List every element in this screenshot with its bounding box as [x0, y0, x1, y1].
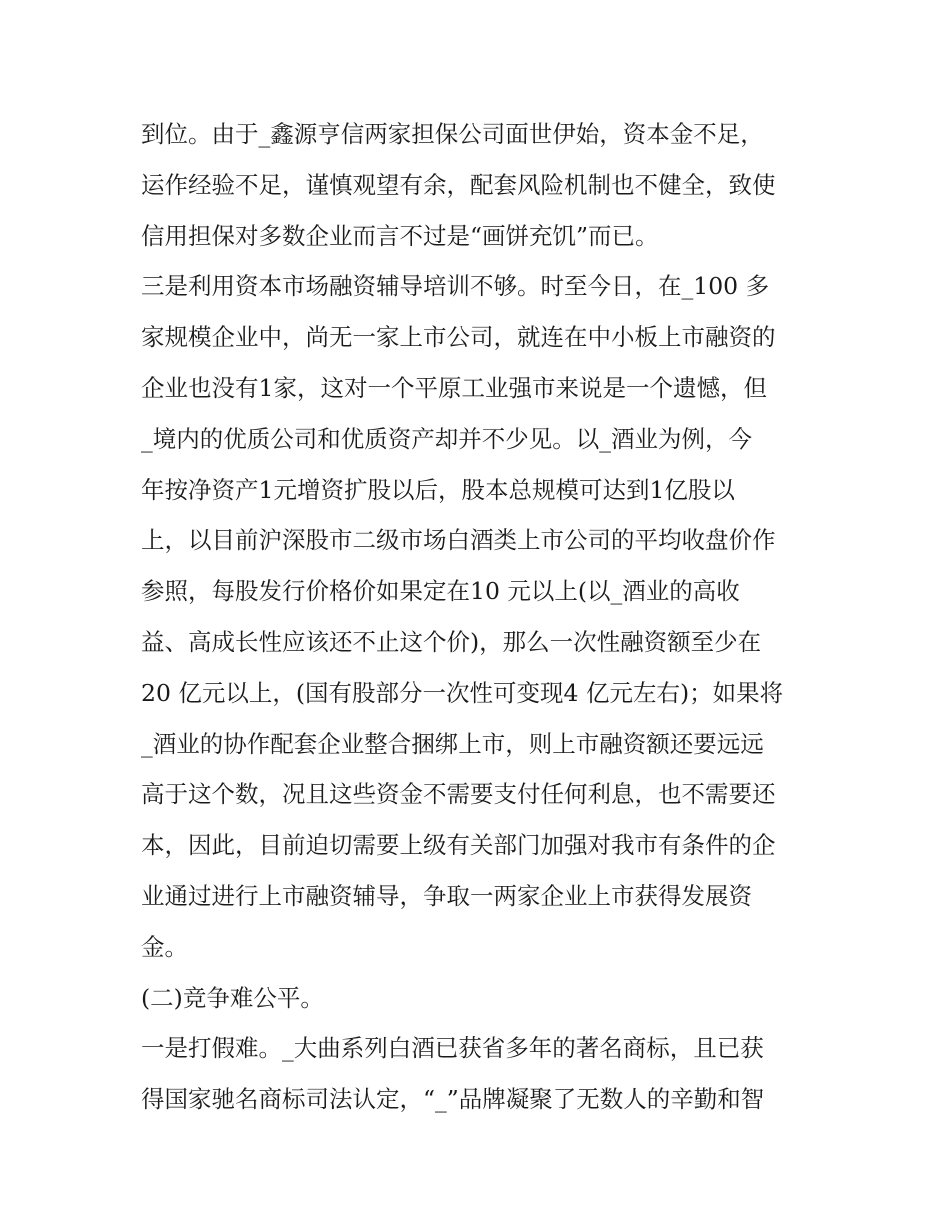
text-line: 高于这个数，况且这些资金不需要支付任何利息，也不需要还: [141, 780, 776, 809]
text-line: 年按净资产1元增资扩股以后，股本总规模可达到1亿股以: [141, 475, 735, 504]
text-line: 20 亿元以上，(国有股部分一次性可变现4 亿元左右)；如果将: [141, 678, 784, 707]
text-line: 金。: [141, 932, 188, 961]
text-line: 业通过进行上市融资辅导，争取一两家企业上市获得发展资: [141, 881, 752, 910]
text-line: 企业也没有1家，这对一个平原工业强市来说是一个遗憾，但: [141, 373, 767, 402]
text-line: 得国家驰名商标司法认定，“_”品牌凝聚了无数人的辛勤和智: [141, 1085, 765, 1114]
text-line: 上，以目前沪深股市二级市场白酒类上市公司的平均收盘价作: [141, 526, 776, 555]
text-line: 家规模企业中，尚无一家上市公司，就连在中小板上市融资的: [141, 323, 776, 352]
text-line: 运作经验不足，谨慎观望有余，配套风险机制也不健全，致使: [141, 170, 776, 199]
text-line: 益、高成长性应该还不止这个价)，那么一次性融资额至少在: [141, 627, 762, 656]
text-line: 三是利用资本市场融资辅导培训不够。时至今日，在_100 多: [141, 272, 770, 301]
text-line: 参照，每股发行价格价如果定在10 元以上(以_酒业的高收: [141, 577, 740, 606]
body-text: [141, 109, 811, 1125]
text-line: _境内的优质公司和优质资产却并不少见。以_酒业为例，今: [141, 424, 752, 453]
text-line: 本，因此，目前迫切需要上级有关部门加强对我市有条件的企: [141, 831, 776, 860]
text-line: _酒业的协作配套企业整合捆绑上市，则上市融资额还要远远: [141, 729, 764, 758]
text-line: 到位。由于_鑫源亨信两家担保公司面世伊始，资本金不足，: [141, 120, 764, 148]
section-heading: (二)竞争难公平。: [141, 983, 324, 1012]
text-line: 信用担保对多数企业而言不过是“画饼充饥”而已。: [141, 221, 659, 250]
text-line: 一是打假难。_大曲系列白酒已获省多年的著名商标，且已获: [141, 1034, 764, 1063]
